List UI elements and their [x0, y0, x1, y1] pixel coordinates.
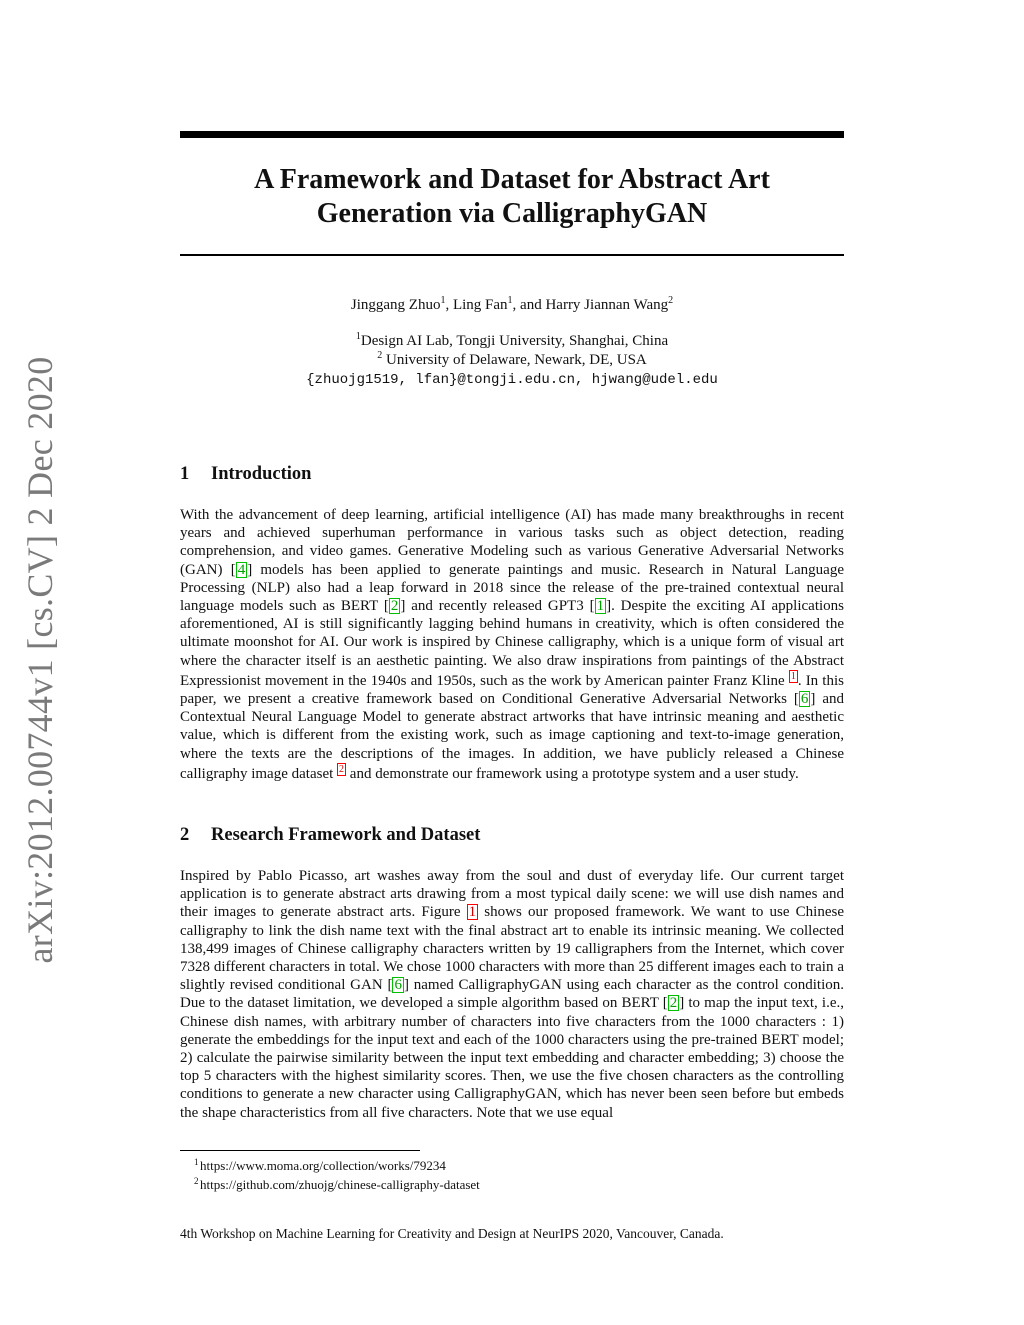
footnote-1 [194, 1157, 446, 1174]
author-2-name: , Ling Fan [445, 297, 508, 313]
paper-title-line-1: A Framework and Dataset for Abstract Art [254, 164, 770, 195]
author-3-name: , and Harry Jiannan Wang [512, 297, 669, 313]
text-run: shows our proposed framework. We want to use Chinese calligraphy to link the dish name text with the final abstract art to enable its intrinsic meaning. We collected 138,499 images of Chinese calligraphy characters written by 19 calligraphers from the Internet, which cover 7328 different characters in total. We chose 1000 characters with more than 25 different images each to train a slightly revised conditional GAN [180, 904, 844, 994]
footnote-link[interactable]: 2 [339, 763, 345, 775]
section-heading-research-framework [180, 824, 480, 846]
section-title: Introduction [211, 464, 312, 484]
section-heading-introduction [180, 463, 311, 485]
text-run: Inspired by Pablo Picasso, art washes away from the soul and dust of everyday life. Our current target application is to generate abstract arts drawing from a most typical daily scene: we will use dish names and their images to generate abstract arts. Figure [180, 868, 844, 921]
citation-link[interactable]: 1 [596, 598, 605, 615]
text-run: and Contextual Neural Language Model to generate abstract artworks that have intrinsic meaning and aesthetic value, which is different from the existing work, such as image captioning and text-to-image generation, where the texts are the descriptions of the images. In addition, we have publicly released a Chinese calligraphy image dataset [180, 691, 844, 782]
text-run: With the advancement of deep learning, artificial intelligence (AI) has made many breakthroughs in recent years and achieved superhuman performance in various tasks such as object detection, reading comprehension, and video games. Generative Modeling such as various Generative Adversarial Networks (GAN) [180, 507, 844, 578]
affiliation-1-text: Design AI Lab, Tongji University, Shanghai, China [360, 333, 669, 349]
affiliation-1 [180, 332, 844, 351]
affiliation-1-mark: 1 [355, 331, 361, 342]
author-1-affiliation-mark: 1 [440, 295, 446, 306]
author-emails: {zhuojg1519, lfan}@tongji.edu.cn, hjwang@udel.edu [306, 372, 718, 388]
affiliation-2 [180, 351, 844, 370]
paper-title [180, 163, 844, 231]
paper-title-line-2: Generation via CalligraphyGAN [316, 198, 708, 229]
citation-link[interactable]: 2 [669, 995, 678, 1012]
arxiv-stamp-text: arXiv:2012.00744v1 [cs.CV] 2 Dec 2020 [20, 356, 60, 964]
text-run: named CalligraphyGAN using each character as the control condition. Due to the dataset limitation, we developed a simple algorithm based on BERT [180, 977, 844, 1012]
text-run: models has been applied to generate paintings and music. Research in Natural Language Processing (NLP) also had a leap forward in 2018 since the release of the pre-trained contextual neural language models such as BERT [180, 561, 844, 615]
footnote-1-mark: 1 [194, 1157, 199, 1167]
citation-link[interactable]: 6 [394, 977, 402, 994]
author-3-affiliation-mark: 2 [668, 295, 674, 306]
framework-paragraph: Inspired by Pablo Picasso, art washes away from the soul and dust of everyday life. Our current target application is to generate abstract arts drawing from a most typical daily scene: we will use dish names and their images to generate abstract arts. Figure 1 shows our proposed framework. We want to use Chinese calligraphy to link the dish name text with the final abstract art to enable its intrinsic meaning. We collected 138,499 images of Chinese calligraphy characters written by 19 calligraphers from the Internet, which cover 7328 different characters in total. We chose 1000 characters with more than 25 different images each to train a slightly revised conditional GAN [ 6 ] named CalligraphyGAN using each character as the control condition. Due to the dataset limitation, we developed a simple algorithm based on BERT [ 2 ] to map the input text, i.e., Chinese dish names, with arbitrary number of characters into five characters from the 1000 characters : 1) generate the embeddings for the input text and each of the 1000 characters using the pre-trained BERT model; 2) calculate the pairwise similarity between the input text embedding and character embedding; 3) choose the top 5 characters with the highest similarity scores. Then, we use the five chosen characters as the controlling conditions to generate a new character using CalligraphyGAN, which has never been seen before but embeds the shape characteristics from all five characters. Note that we use equal [180, 868, 844, 1121]
section-number: 2 [180, 825, 190, 845]
author-2-affiliation-mark: 1 [507, 295, 513, 306]
venue-note: 4th Workshop on Machine Learning for Creativity and Design at NeurIPS 2020, Vancouver, Canada. [180, 1226, 724, 1241]
footnote-2 [194, 1176, 480, 1193]
footnote-link[interactable]: 1 [790, 670, 796, 682]
text-run: to map the input text, i.e., Chinese dish names, with arbitrary number of characters into five characters from the 1000 characters : 1) generate the embeddings for the input text and each of the 1000 characters using the pre-trained BERT model; 2) calculate the pairwise similarity between the input text embedding and character embedding; 3) choose the top 5 characters with the highest similarity scores. Then, we use the five chosen characters as the controlling conditions to generate a new character using CalligraphyGAN, which has never been seen before but embeds the shape characteristics from all five characters. Note that we use equal [180, 995, 844, 1121]
section-title: Research Framework and Dataset [211, 825, 481, 845]
title-rule-top [180, 131, 844, 138]
text-run: and recently released GPT3 [405, 598, 590, 615]
text-run: and demonstrate our framework using a prototype system and a user study. [346, 765, 799, 782]
footnote-1-url[interactable]: https://www.moma.org/collection/works/79234 [200, 1158, 446, 1173]
footnote-divider [180, 1150, 420, 1151]
affiliation-2-text: University of Delaware, Newark, DE, USA [382, 352, 647, 368]
title-rule-bottom [180, 254, 844, 256]
introduction-paragraph: With the advancement of deep learning, artificial intelligence (AI) has made many breakthroughs in recent years and achieved superhuman performance in various tasks such as object detection, reading comprehension, and video games. Generative Modeling such as various Generative Adversarial Networks (GAN) [ 4 ] models has been applied to generate paintings and music. Research in Natural Language Processing (NLP) also had a leap forward in 2018 since the release of the pre-trained contextual neural language models such as BERT [ 2 ] and recently released GPT3 [ 1 ]. Despite the exciting AI applications aforementioned, AI is still significantly lagging behind humans in creativity, which is often considered the ultimate moonshot for AI. Our work is inspired by Chinese calligraphy, which is a unique form of visual art where the character itself is an aesthetic painting. We also draw inspirations from paintings of the Abstract Expressionist movement in the 1940s and 1950s, such as the work by American painter Franz Kline 1 . In this paper, we present a creative framework based on Conditional Generative Adversarial Networks [ 6 ] and Contextual Neural Language Model to generate abstract artworks that have intrinsic meaning and aesthetic value, which is different from the existing work, such as image captioning and text-to-image generation, where the texts are the descriptions of the images. In addition, we have publicly released a Chinese calligraphy image dataset 2 and demonstrate our framework using a prototype system and a user study. [180, 507, 845, 782]
author-list [180, 296, 844, 315]
footnote-2-url[interactable]: https://github.com/zhuojg/chinese-calligraphy-dataset [200, 1177, 480, 1192]
footnote-2-mark: 2 [194, 1176, 199, 1186]
citation-link[interactable]: 6 [800, 691, 809, 708]
affiliation-2-mark: 2 [377, 350, 383, 361]
text-run: . In this paper, we present a creative framework based on Conditional Generative Adversarial Networks [180, 672, 844, 708]
section-number: 1 [180, 464, 190, 484]
figure-link[interactable]: 1 [468, 904, 477, 921]
author-1-name: Jinggang Zhuo [350, 297, 441, 313]
citation-link[interactable]: 2 [390, 598, 399, 615]
text-run: . Despite the exciting AI applications aforementioned, AI is still significantly lagging behind humans in creativity, which is often considered the ultimate moonshot for AI. Our work is inspired by Chinese calligraphy, which is a unique form of visual art where the character itself is an aesthetic painting. We also draw inspirations from paintings of the Abstract Expressionist movement in the 1940s and 1950s, such as the work by American painter Franz Kline [180, 598, 845, 689]
citation-link[interactable]: 4 [237, 561, 246, 578]
